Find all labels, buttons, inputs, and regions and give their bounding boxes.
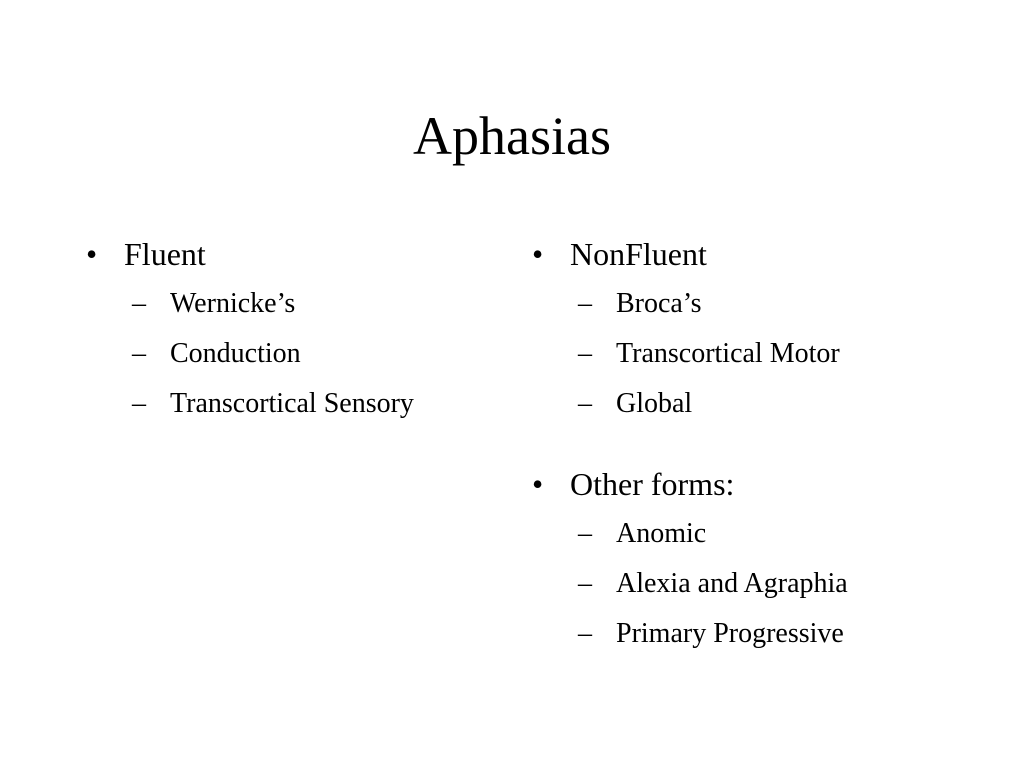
sub-item-label: Primary Progressive bbox=[616, 618, 844, 649]
bullet-group-fluent bbox=[86, 233, 506, 429]
sub-item-label: Wernicke’s bbox=[170, 288, 296, 319]
dash-marker: – bbox=[578, 338, 592, 369]
dash-marker: – bbox=[578, 618, 592, 649]
bullet-group-nonfluent bbox=[532, 233, 1002, 429]
bullet-item-nonfluent bbox=[532, 233, 1002, 275]
dash-marker: – bbox=[578, 288, 592, 319]
bullet-label: Fluent bbox=[124, 236, 206, 272]
sub-item-conduction bbox=[86, 329, 506, 379]
dash-marker: – bbox=[132, 338, 146, 369]
slide-title: Aphasias bbox=[413, 106, 611, 166]
dash-marker: – bbox=[578, 388, 592, 419]
sub-item-label: Conduction bbox=[170, 338, 301, 369]
dash-marker: – bbox=[578, 518, 592, 549]
sub-list bbox=[532, 279, 1002, 429]
left-column bbox=[86, 233, 506, 429]
sub-item-anomic bbox=[532, 509, 1002, 559]
sub-item-transcortical-sensory bbox=[86, 379, 506, 429]
sub-list bbox=[532, 509, 1002, 659]
dash-marker: – bbox=[132, 288, 146, 319]
bullet-label: Other forms: bbox=[570, 466, 735, 502]
sub-item-label: Broca’s bbox=[616, 288, 702, 319]
sub-item-brocas bbox=[532, 279, 1002, 329]
bullet-item-other-forms bbox=[532, 463, 1002, 505]
sub-item-global bbox=[532, 379, 1002, 429]
bullet-marker: • bbox=[532, 466, 544, 502]
sub-item-primary-progressive bbox=[532, 609, 1002, 659]
sub-item-alexia-and-agraphia bbox=[532, 559, 1002, 609]
sub-item-label: Global bbox=[616, 388, 693, 419]
sub-item-transcortical-motor bbox=[532, 329, 1002, 379]
bullet-label: NonFluent bbox=[570, 236, 707, 272]
sub-item-label: Alexia and Agraphia bbox=[616, 568, 848, 599]
bullet-group-other-forms bbox=[532, 463, 1002, 659]
dash-marker: – bbox=[132, 388, 146, 419]
bullet-marker: • bbox=[532, 236, 544, 272]
bullet-marker: • bbox=[86, 236, 98, 272]
dash-marker: – bbox=[578, 568, 592, 599]
sub-list bbox=[86, 279, 506, 429]
sub-item-label: Transcortical Sensory bbox=[170, 388, 414, 419]
right-column bbox=[532, 233, 1002, 659]
bullet-item-fluent bbox=[86, 233, 506, 275]
sub-item-label: Anomic bbox=[616, 518, 707, 549]
sub-item-label: Transcortical Motor bbox=[616, 338, 840, 369]
sub-item-wernickes bbox=[86, 279, 506, 329]
